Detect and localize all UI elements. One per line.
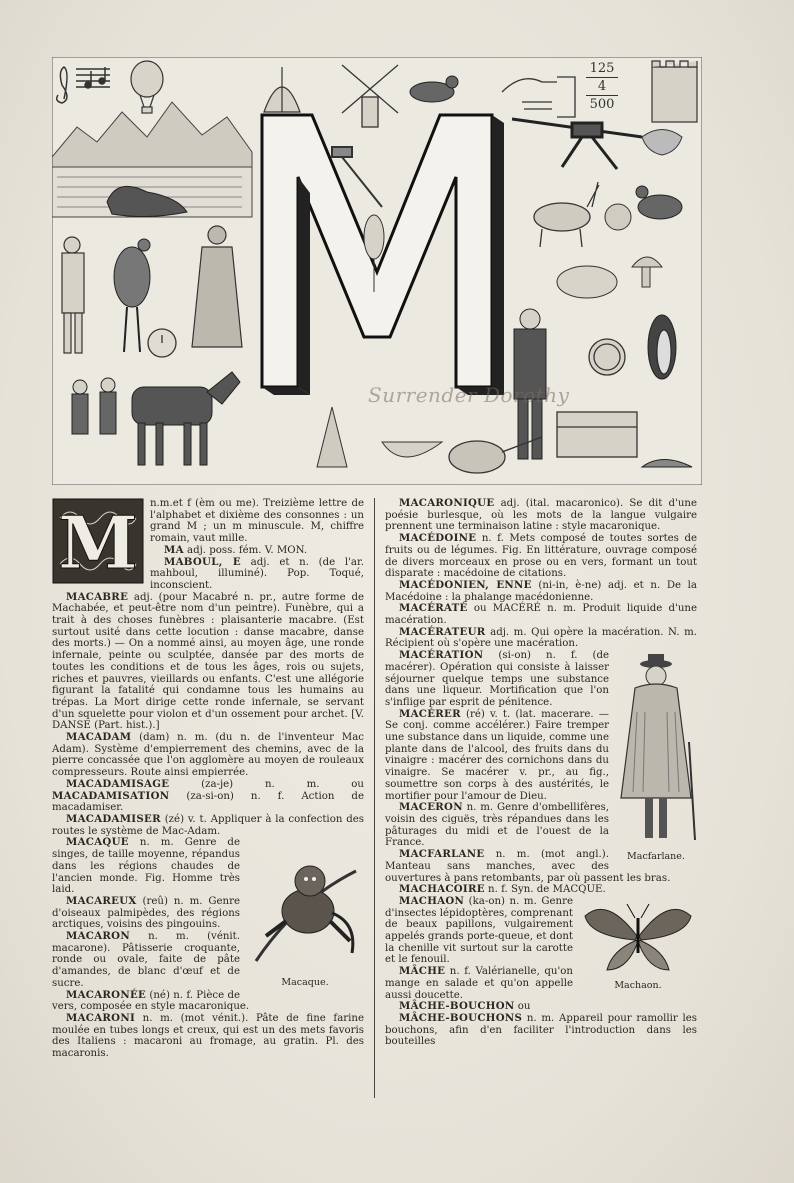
headword: MÂCHE — [399, 965, 446, 978]
entry-text: (za-si-on) n. f. Action de macadamiser. — [52, 790, 364, 814]
entry-text: ou MACÉRÉ n. m. Produit liquide d'une macération. — [385, 603, 697, 627]
entry-text: n. f. Valérianelle, qu'on mange en salade et qu'on appelle aussi doucette. — [385, 966, 573, 1001]
watermark: Surrender Dorothy — [368, 383, 570, 407]
entry-macedonien — [385, 580, 697, 603]
caption-machaon: Machaon. — [614, 979, 662, 991]
caption-macfarlane: Macfarlane. — [627, 850, 685, 862]
column-divider — [374, 498, 375, 1098]
macfarlane-icon — [615, 652, 697, 847]
headword: MACFARLANE — [399, 848, 485, 861]
mask-icon — [605, 204, 631, 230]
entry-text: (ré) v. t. (lat. macerare. — Se conj. comme accélérer.) Faire tremper une substance dans un liquide, comme une plante dans de l'alcool, des fruits dans du vinaigre : macérer des cornichons dans du vinaigre. Se macérer v. pr., au fig., soumettre son corps à des austérités, le mortifier pour l'amour de Dieu. — [385, 708, 609, 802]
entry-macadamiser — [52, 814, 364, 837]
entry-macaroni — [52, 1013, 364, 1060]
headword: MACÉRATEUR — [399, 625, 486, 638]
entry-text: (dam) n. m. (du n. de l'inventeur Mac Adam). Système d'empierrement des chemins, avec de la pierre concassée que l'on agglomère au moyen de rouleaux compresseurs. Route ainsi empierrée. — [52, 732, 364, 779]
entry-text: n. m. (mot vénit.). Pâte de fine farine moulée en tubes longs et creux, qui est un des mets favoris des Italiens : macaroni au fromage, au gratin. Pl. des macaronis. — [52, 1012, 364, 1060]
headword: MACERON — [399, 801, 463, 814]
pocket-watch-icon — [148, 329, 176, 357]
illustration-plate — [52, 57, 702, 485]
headword: MACAQUE — [66, 836, 129, 849]
entry-macedoine — [385, 533, 697, 580]
caption-macaque: Macaque. — [281, 977, 329, 989]
headword: MACADAMISER — [66, 812, 161, 825]
fraction-label — [582, 61, 622, 112]
headword: MACÉRATION — [399, 649, 484, 662]
entry-macadamisage — [52, 779, 364, 814]
entry-text: (né) n. f. Pièce de vers, composée en style macaronique. — [52, 989, 250, 1013]
fraction-bar — [586, 77, 618, 78]
macaque-icon — [246, 841, 364, 973]
macaque-figure — [246, 841, 364, 989]
entry-text: adj. m. Qui opère la macération. N. m. Récipient où s'opère une macération. — [385, 626, 697, 650]
plate-drawing — [52, 57, 702, 485]
headword: MACÉDONIEN, ENNE — [399, 578, 532, 591]
entry-text: (si-on) n. f. (de macérer). Opération qui consiste à laisser séjourner quelque temps une substance dans une liqueur. Mortification que l'on s'inflige par esprit de pénitence. — [385, 650, 609, 708]
entry-text: adj. poss. fém. V. MON. — [183, 544, 308, 556]
dropcap-ornament — [52, 498, 144, 584]
entry-text: adj. (ital. macaronico). Se dit d'une poésie burlesque, où les mots de la langue vulgaire prennent une terminaison latine : style macaronique. — [385, 498, 697, 533]
castle-tower-icon — [652, 61, 697, 122]
headword: MACAREUX — [66, 894, 137, 907]
entry-text: n.m.et f (èm ou me). Treizième lettre de l'alphabet et dixième des consonnes : un grand M ; un m minuscule. M, chiffre romain, vaut mille. — [150, 498, 364, 545]
headword: MACHAON — [399, 894, 465, 907]
entry-macadam — [52, 732, 364, 779]
trunk-icon — [557, 412, 637, 457]
headword: MACÉDOINE — [399, 532, 477, 545]
entry-text: n. m. Appareil pour ramollir les bouchons, afin d'en faciliter l'introduction dans les bouteilles — [385, 1012, 697, 1048]
fraction-bar — [586, 95, 618, 96]
entry-text: (reû) n. m. Genre d'oiseaux palmipèdes, des régions arctiques, voisins des pingouins. — [52, 895, 240, 931]
entry-text: ou — [514, 1001, 531, 1013]
macfarlane-figure — [615, 652, 697, 862]
headword: MACARONI — [66, 1011, 136, 1024]
right-column — [385, 498, 697, 1048]
entry-text: n. m. (mot angl.). Manteau sans manches, avec des ouvertures à pans retombants, par où passent les bras. — [385, 849, 671, 884]
entry-macaronee — [52, 990, 364, 1013]
entry-text: n. m. (vénit. macarone). Pâtisserie croquante, ronde ou ovale, faite de pâte d'amandes, de blanc d'œuf et de sucre. — [52, 931, 240, 989]
sheep-icon — [557, 266, 617, 298]
headword: MA — [164, 543, 184, 556]
entry-macaronique — [385, 498, 697, 533]
entry-text: n. m. Genre d'ombellifères, voisin des ciguës, très répandues dans les pâturages du midi et de l'ouest de la France. — [385, 802, 609, 849]
headword: MACADAMISAGE — [66, 777, 170, 790]
entry-text: (za-je) n. m. ou — [169, 778, 364, 790]
entry-text: (zé) v. t. Appliquer à la confection des routes le système de Mac-Adam. — [52, 813, 364, 837]
headword: MACARON — [66, 930, 130, 943]
headword: MACARONIQUE — [399, 497, 495, 509]
headword: MABOUL, E — [164, 555, 241, 568]
entry-text: adj. et n. (de l'ar. mahboul, illuminé). Pop. Toqué, inconscient. — [150, 556, 364, 591]
entry-text: (ni-in, è-ne) adj. et n. De la Macédoine : la phalange macédonienne. — [385, 579, 697, 603]
headword: MACADAM — [66, 731, 132, 744]
headword: MACÉRATÉ — [399, 602, 468, 615]
entry-text: (ka-on) n. m. Genre d'insectes lépidoptères, comprenant de beaux papillons, vulgairement appelés grands porte-queue, et dont la chenille vit surtout sur la carotte et le fenouil. — [385, 895, 573, 966]
headword: MACÉRER — [399, 707, 461, 720]
fraction-top: 125 — [589, 61, 615, 76]
headword: MACARONÉE — [66, 988, 147, 1001]
entry-text: n. f. Syn. de MACQUE. — [484, 884, 606, 896]
entry-text: n. m. Genre de singes, de taille moyenne, répandus dans les régions chaudes de l'ancien monde. Fig. Homme très laid. — [52, 837, 240, 896]
entry-mache-bouchons — [385, 1013, 697, 1048]
entry-text: adj. (pour Macabré n. pr., autre forme de Machabée, et peut-être nom d'un peintre). Funèbre, qui a trait à des choses funèbres : plaisanterie macabre. (Est surtout usité dans cette locution : danse macabre, danse des morts.) — On a nommé ainsi, au moyen âge, une ronde infernale, peinte ou sculptée, dansée par des morts de toutes les conditions et de tous les âges, rois ou sujets, riches et pauvres, vieillards ou enfants. C'est une allégorie figurant la fatalité qui condamne tous les humains au trépas. La Mort dirige cette ronde infernale, se servant d'un squelette pour violon et d'un ossement pour archet. [V. DANSE (Part. hist.).] — [52, 591, 364, 732]
headword: MACADAMISATION — [52, 789, 170, 802]
entry-macerateur — [385, 627, 697, 650]
headword: MÂCHE-BOUCHON — [399, 1000, 515, 1013]
headword: MACABRE — [66, 590, 129, 603]
entry-macabre — [52, 592, 364, 732]
penguin-icon — [648, 315, 676, 379]
machaon-icon — [579, 898, 697, 976]
fraction-bottom: 500 — [589, 97, 615, 112]
entry-text: n. f. Mets composé de toutes sortes de fruits ou de légumes. Fig. En littérature, ouvrage composé de divers morceaux en prose ou en vers, formant un tout disparate : macédoine de citations. — [385, 533, 697, 580]
headword: MÂCHE-BOUCHONS — [399, 1011, 523, 1024]
medal-icon — [589, 339, 625, 375]
entry-macerate — [385, 603, 697, 626]
machaon-figure — [579, 898, 697, 990]
dropcap — [52, 498, 144, 584]
left-column — [52, 498, 364, 1060]
fraction-middle: 4 — [597, 79, 607, 94]
dropcap-letter: M — [58, 500, 138, 584]
headword: MACHACOIRE — [399, 883, 485, 896]
